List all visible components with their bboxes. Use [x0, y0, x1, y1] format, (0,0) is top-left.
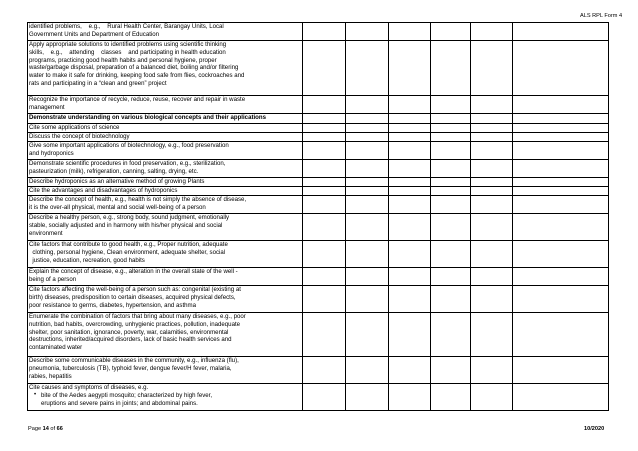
- page-prefix: Page: [28, 426, 43, 432]
- rating-cell: [346, 268, 389, 286]
- rating-cell: [346, 41, 389, 96]
- rating-cell: [303, 384, 346, 411]
- text-line: and hydroponics: [29, 149, 74, 157]
- rating-cell: [346, 114, 389, 124]
- text-line: water to make it safe for drinking, keeping food safe from flies, cockroaches and: [29, 72, 245, 79]
- rating-cell: [303, 286, 346, 313]
- table-row: [28, 268, 609, 286]
- competency-table: [27, 22, 609, 411]
- rating-cell: [346, 142, 389, 160]
- remarks-cell: [513, 313, 609, 357]
- bullet-text: bite of the Aedes aegypti mosquito; characterized by high fever,: [41, 391, 213, 399]
- remarks-cell: [513, 23, 609, 41]
- rating-cell: [303, 187, 346, 196]
- rating-cell: [471, 178, 513, 187]
- rating-cell: [303, 96, 346, 114]
- rating-cell: [389, 384, 431, 411]
- rating-cell: [389, 124, 431, 133]
- table-row: [28, 241, 609, 268]
- rating-cell: [303, 124, 346, 133]
- rating-cell: [303, 23, 346, 41]
- rating-cell: [471, 23, 513, 41]
- text-line: Give some important applications of biotechnology, e.g., food preservation: [29, 142, 229, 149]
- rating-cell: [303, 268, 346, 286]
- remarks-cell: [513, 133, 609, 142]
- table-row: [28, 313, 609, 357]
- rating-cell: [431, 313, 471, 357]
- rating-cell: [389, 357, 431, 384]
- text-line: Explain the concept of disease, e.g., alteration in the overall state of the well -: [29, 268, 238, 275]
- competency-text: [28, 268, 303, 286]
- rating-cell: [471, 384, 513, 411]
- table-row: [28, 23, 609, 41]
- rating-cell: [389, 41, 431, 96]
- text-line: management: [29, 103, 65, 111]
- competency-text: [28, 41, 303, 96]
- rating-cell: [431, 114, 471, 124]
- rating-cell: [389, 313, 431, 357]
- text-line: Cite some applications of science: [29, 124, 120, 131]
- remarks-cell: [513, 142, 609, 160]
- competency-text: [28, 23, 303, 41]
- rating-cell: [389, 241, 431, 268]
- rating-cell: [389, 196, 431, 214]
- text-line: contaminated water: [29, 344, 83, 351]
- text-line: shelter, poor sanitation, ignorance, poverty, war, calamities, environmental: [29, 328, 229, 336]
- text-line: programs, practicing good health habits and personal hygiene, proper: [29, 56, 217, 64]
- rating-cell: [346, 241, 389, 268]
- text-line: stable, socially adjusted and in harmony with his/her physical and social: [29, 221, 223, 229]
- rating-cell: [303, 214, 346, 241]
- text-line: pasteurization (milk), refrigeration, canning, salting, drying, etc.: [29, 167, 199, 175]
- rating-cell: [303, 142, 346, 160]
- rating-cell: [431, 124, 471, 133]
- text-line: nutrition, bad habits, overcrowding, unhygienic practices, pollution, inadequate: [29, 320, 241, 328]
- competency-intro: Cite causes and symptoms of diseases, e.g.: [29, 384, 149, 391]
- remarks-cell: [513, 214, 609, 241]
- bullet-continuation: eruptions and severe pains in joints; and abdominal pains.: [41, 399, 198, 407]
- rating-cell: [346, 357, 389, 384]
- rating-cell: [389, 178, 431, 187]
- remarks-cell: [513, 268, 609, 286]
- rating-cell: [471, 142, 513, 160]
- rating-cell: [303, 114, 346, 124]
- rating-cell: [471, 41, 513, 96]
- rating-cell: [303, 133, 346, 142]
- rating-cell: [346, 178, 389, 187]
- document-date: 10/2020: [584, 426, 605, 432]
- table-row: [28, 384, 609, 411]
- rating-cell: [471, 96, 513, 114]
- rating-cell: [303, 41, 346, 96]
- rating-cell: [431, 241, 471, 268]
- rating-cell: [346, 214, 389, 241]
- rating-cell: [303, 178, 346, 187]
- rating-cell: [346, 124, 389, 133]
- page-indicator: [28, 426, 63, 432]
- section-heading: Demonstrate understanding on various biological concepts and their applications: [28, 114, 303, 124]
- text-line: destructions, inherited/acquired disorders, lack of basic health services and: [29, 336, 232, 344]
- text-line: skills, e.g., attending classes and participating in health education: [29, 48, 226, 56]
- competency-text: [28, 384, 303, 411]
- remarks-cell: [513, 178, 609, 187]
- text-line: Recognize the importance of recycle, reduce, reuse, recover and repair in waste: [29, 96, 246, 103]
- rating-cell: [471, 241, 513, 268]
- page-number: 14: [42, 426, 49, 432]
- rating-cell: [431, 286, 471, 313]
- rating-cell: [346, 133, 389, 142]
- rating-cell: [389, 114, 431, 124]
- rating-cell: [389, 187, 431, 196]
- text-line: rats and participating in a “clean and green” project: [29, 79, 167, 87]
- text-line: Discuss the concept of biotechnology: [29, 133, 130, 140]
- rating-cell: [431, 357, 471, 384]
- rating-cell: [431, 214, 471, 241]
- text-line: Describe hydroponics as an alternative method of growing Plants: [29, 178, 205, 185]
- rating-cell: [303, 313, 346, 357]
- rating-cell: [471, 124, 513, 133]
- remarks-cell: [513, 124, 609, 133]
- table-row: [28, 160, 609, 178]
- competency-text: [28, 196, 303, 214]
- text-line: Describe the concept of health, e.g., health is not simply the absence of disease,: [29, 196, 247, 203]
- rating-cell: [431, 133, 471, 142]
- text-line: Cite factors affecting the well-being of a person such as: congenital (existing at: [29, 286, 241, 293]
- rating-cell: [431, 142, 471, 160]
- competency-text: [28, 357, 303, 384]
- text-line: Describe some communicable diseases in the community, e.g., influenza (flu),: [29, 357, 239, 364]
- page-total: 66: [56, 426, 63, 432]
- rating-cell: [431, 187, 471, 196]
- rating-cell: [471, 196, 513, 214]
- text-line: Government Units and Department of Education: [29, 30, 160, 38]
- table-row: [28, 214, 609, 241]
- rating-cell: [431, 23, 471, 41]
- rating-cell: [471, 286, 513, 313]
- rating-cell: [346, 286, 389, 313]
- table-row: [28, 178, 609, 187]
- competency-text: [28, 286, 303, 313]
- remarks-cell: [513, 357, 609, 384]
- rating-cell: [471, 313, 513, 357]
- text-line: Describe a healthy person, e.g., strong body, sound judgment, emotionally: [29, 214, 230, 221]
- rating-cell: [431, 268, 471, 286]
- rating-cell: [389, 133, 431, 142]
- text-line: pneumonia, tuberculosis (TB), typhoid fever, dengue fever/H fever, malaria,: [29, 364, 232, 372]
- text-line: environment: [29, 229, 63, 237]
- table-row: [28, 187, 609, 196]
- rating-cell: [346, 196, 389, 214]
- text-line: poor resistance to germs, diabetes, hypertension, and asthma: [29, 301, 196, 309]
- competency-text: [28, 178, 303, 187]
- rating-cell: [431, 384, 471, 411]
- bullet-icon: •: [33, 391, 37, 398]
- table-row: [28, 357, 609, 384]
- remarks-cell: [513, 187, 609, 196]
- rating-cell: [346, 96, 389, 114]
- competency-text: [28, 214, 303, 241]
- remarks-cell: [513, 41, 609, 96]
- page-of: of: [48, 426, 57, 432]
- remarks-cell: [513, 160, 609, 178]
- rating-cell: [471, 160, 513, 178]
- table-row: [28, 142, 609, 160]
- competency-text: [28, 160, 303, 178]
- remarks-cell: [513, 286, 609, 313]
- rating-cell: [471, 187, 513, 196]
- rating-cell: [431, 178, 471, 187]
- competency-text: [28, 124, 303, 133]
- competency-text: [28, 241, 303, 268]
- text-line: Enumerate the combination of factors that bring about many diseases, e.g., poor: [29, 313, 246, 320]
- table-row: [28, 133, 609, 142]
- rating-cell: [431, 196, 471, 214]
- rating-cell: [389, 142, 431, 160]
- rating-cell: [431, 160, 471, 178]
- rating-cell: [303, 357, 346, 384]
- text-line: Demonstrate scientific procedures in food preservation, e.g., sterilization,: [29, 160, 226, 167]
- text-line: birth) diseases, predisposition to certain diseases, acquired physical defects,: [29, 293, 236, 301]
- rating-cell: [303, 196, 346, 214]
- table-row: [28, 124, 609, 133]
- text-line: Apply appropriate solutions to identified problems using scientific thinking: [29, 41, 227, 48]
- rating-cell: [471, 268, 513, 286]
- rating-cell: [389, 268, 431, 286]
- form-id-header: ALS RPL Form 4: [580, 13, 623, 19]
- rating-cell: [346, 313, 389, 357]
- competency-text: [28, 313, 303, 357]
- rating-cell: [471, 214, 513, 241]
- rating-cell: [303, 241, 346, 268]
- rating-cell: [431, 96, 471, 114]
- rating-cell: [389, 214, 431, 241]
- rating-cell: [346, 23, 389, 41]
- text-line: being of a person: [29, 275, 77, 283]
- text-line: clothing, personal hygiene, Clean environment, adequate shelter, social: [29, 248, 226, 256]
- rating-cell: [346, 187, 389, 196]
- section-row: [28, 114, 609, 124]
- text-line: Cite the advantages and disadvantages of hydroponics: [29, 187, 178, 194]
- remarks-cell: [513, 96, 609, 114]
- competency-text: [28, 133, 303, 142]
- rating-cell: [346, 160, 389, 178]
- rating-cell: [303, 160, 346, 178]
- table-row: [28, 196, 609, 214]
- table-row: [28, 96, 609, 114]
- rating-cell: [471, 133, 513, 142]
- competency-text: [28, 96, 303, 114]
- rating-cell: [389, 160, 431, 178]
- rating-cell: [346, 384, 389, 411]
- rating-cell: [431, 41, 471, 96]
- rating-cell: [471, 114, 513, 124]
- rating-cell: [389, 286, 431, 313]
- table-row: [28, 286, 609, 313]
- text-line: rabies, hepatitis: [29, 372, 72, 380]
- text-line: waste/garbage disposal, preparation of a balanced diet, boiling and/or filtering: [29, 64, 239, 72]
- competency-text: [28, 187, 303, 196]
- text-line: identified problems, e.g., Rural Health Center, Barangay Units, Local: [29, 23, 224, 30]
- text-line: Cite factors that contribute to good health, e.g., Proper nutrition, adequate: [29, 241, 228, 248]
- remarks-cell: [513, 384, 609, 411]
- competency-text: [28, 142, 303, 160]
- rating-cell: [389, 23, 431, 41]
- table-row: [28, 41, 609, 96]
- bullet-item: [29, 392, 301, 400]
- remarks-cell: [513, 241, 609, 268]
- rating-cell: [471, 357, 513, 384]
- text-line: justice, education, recreation, good habits: [29, 256, 145, 264]
- remarks-cell: [513, 196, 609, 214]
- text-line: it is the over-all physical, mental and social well-being of a person: [29, 203, 206, 211]
- remarks-cell: [513, 114, 609, 124]
- rating-cell: [389, 96, 431, 114]
